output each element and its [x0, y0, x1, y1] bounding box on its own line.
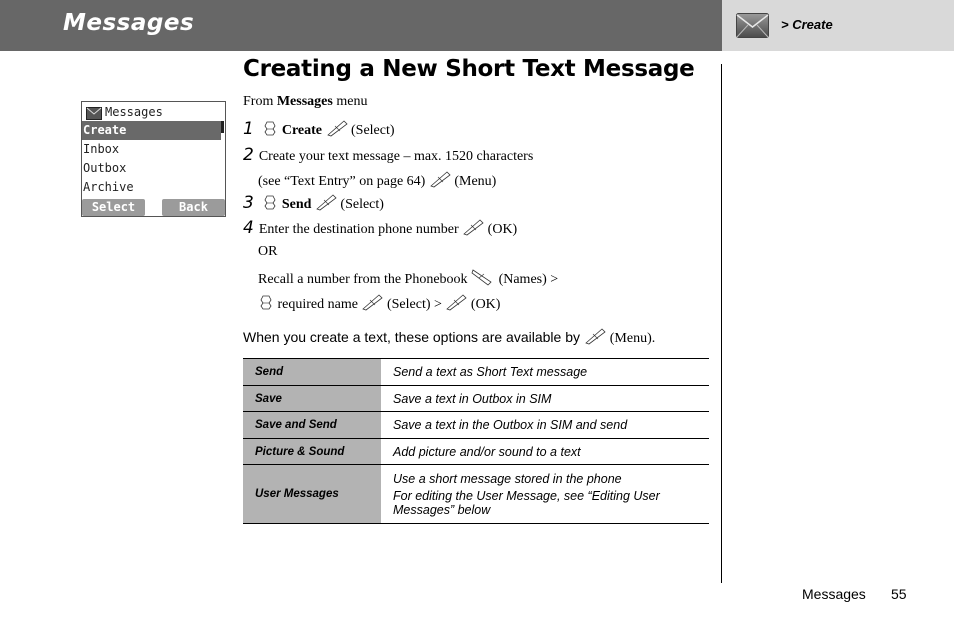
page-title: Creating a New Short Text Message	[243, 56, 695, 82]
option-name: User Messages	[243, 465, 381, 523]
breadcrumb: > Create	[781, 17, 833, 32]
options-intro: When you create a text, these options are available by (Menu).	[243, 329, 656, 346]
section-title: Messages	[63, 10, 195, 36]
step-3: 3 Send (Select)	[243, 193, 384, 213]
table-row	[243, 359, 709, 386]
navigation-key-icon	[258, 294, 274, 311]
softkey-pen-icon	[462, 218, 484, 236]
phone-menu-item-inbox: Inbox	[83, 142, 120, 156]
option-name: Picture & Sound	[243, 439, 381, 464]
from-line: From Messages menu	[243, 94, 368, 109]
softkey-pen-icon	[315, 193, 337, 211]
option-description: Send a text as Short Text message	[393, 365, 588, 379]
step-number: 3	[243, 193, 254, 213]
step-number: 1	[243, 119, 254, 139]
phone-screen	[81, 101, 226, 217]
page-number: 55	[891, 586, 907, 602]
phone-menu-item-create: Create	[82, 121, 221, 140]
options-table	[243, 358, 709, 524]
softkey-pen-icon	[326, 119, 348, 137]
navigation-key-icon	[262, 120, 278, 137]
option-description: Add picture and/or sound to a text	[393, 444, 581, 459]
from-menu-name: Messages	[276, 94, 333, 109]
table-row	[243, 439, 709, 465]
softkey-pen-icon	[429, 170, 451, 188]
table-row	[243, 465, 709, 524]
step-4-alternative: Recall a number from the Phonebook (Names) >	[258, 268, 558, 288]
phone-menu-item-archive: Archive	[83, 180, 134, 194]
softkey-pen-icon	[445, 293, 467, 311]
step-3-action: Send	[281, 197, 312, 212]
step-1: 1 Create (Select)	[243, 119, 395, 139]
option-description: Use a short message stored in the phone For editing the User Message, see “Editing User Messages” below	[393, 471, 660, 517]
step-4-or: OR	[258, 244, 278, 259]
step-1-action: Create	[281, 123, 322, 138]
option-description: Save a text in Outbox in SIM	[393, 391, 552, 406]
envelope-icon	[736, 13, 769, 38]
phone-screen-title-bar	[84, 104, 223, 121]
option-name: Send	[243, 359, 381, 385]
envelope-icon	[86, 107, 102, 120]
option-description: Save a text in the Outbox in SIM and send	[393, 418, 628, 432]
phone-softkey-back: Back	[162, 199, 225, 216]
step-2: 2 Create your text message – max. 1520 characters	[243, 145, 534, 165]
softkey-pen-icon	[361, 293, 383, 311]
phone-scrollbar	[221, 121, 224, 133]
step-number: 4	[243, 218, 254, 238]
table-row	[243, 386, 709, 412]
table-row	[243, 412, 709, 439]
step-number: 2	[243, 145, 254, 165]
option-name: Save and Send	[243, 412, 381, 438]
navigation-key-icon	[262, 194, 278, 211]
footer-section: Messages	[802, 586, 866, 602]
column-divider	[721, 64, 722, 583]
step-4-alternative-continued: required name (Select) > (OK)	[258, 293, 500, 313]
softkey-pen-icon	[584, 327, 606, 345]
step-4: 4 Enter the destination phone number (OK)	[243, 218, 518, 238]
step-2-continued: (see “Text Entry” on page 64) (Menu)	[258, 170, 496, 190]
phone-softkey-select: Select	[82, 199, 145, 216]
phonebook-key-icon	[471, 268, 495, 286]
phone-screen-title: Messages	[105, 105, 163, 119]
option-name: Save	[243, 386, 381, 411]
phone-menu-item-outbox: Outbox	[83, 161, 127, 175]
